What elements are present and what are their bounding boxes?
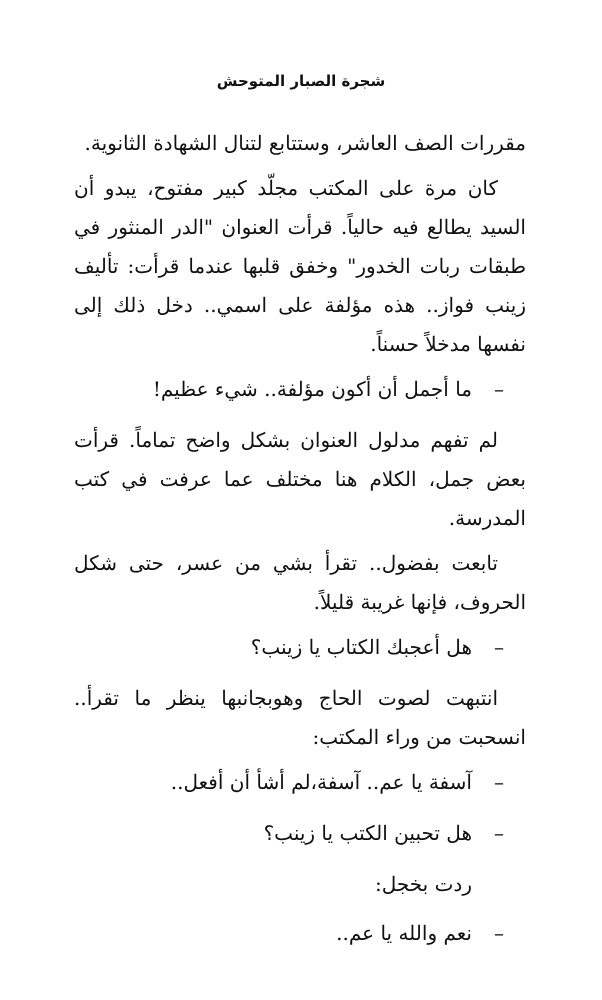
dialogue-text: نعم والله يا عم.. [336, 921, 472, 945]
dialogue-text: هل أعجبك الكتاب يا زينب؟ [250, 635, 472, 659]
dialogue-dash: – [494, 635, 504, 659]
dialogue-line-3 [74, 763, 526, 802]
dialogue-text: آسفة يا عم.. آسفة،لم أشأ أن أفعل.. [170, 770, 472, 794]
dialogue-dash: – [494, 821, 504, 845]
dialogue-text: ما أجمل أن أكون مؤلفة.. شيء عظيم! [152, 377, 472, 401]
paragraph-5: انتبهت لصوت الحاج وهوبجانبها ينظر ما تقرأ.. انسحبت من وراء المكتب: [74, 686, 526, 749]
paragraph-1: مقررات الصف العاشر، وستتابع لتنال الشهادة الثانوية. [84, 131, 526, 155]
dialogue-dash: – [494, 770, 504, 794]
body-text [74, 124, 526, 965]
dialogue-text: هل تحبين الكتب يا زينب؟ [263, 821, 472, 845]
dialogue-line-5 [74, 914, 526, 953]
dialogue-line-1 [74, 370, 526, 409]
dialogue-line-4 [74, 814, 526, 853]
paragraph-2: كان مرة على المكتب مجلّد كبير مفتوح، يبدو أن السيد يطالع فيه حالياً. قرأت العنوان "الدر المنثور في طبقات ربات الخدور" وخفق قلبها عندما قرأت: تأليف زينب فواز.. هذه مؤلفة على اسمي.. دخل ذلك إلى نفسها مدخلاً حسناً. [74, 176, 526, 356]
paragraph-4: تابعت بفضول.. تقرأ بشي من عسر، حتى شكل الحروف، فإنها غريبة قليلاً. [74, 551, 526, 614]
chapter-title: شجرة الصبار المتوحش [216, 72, 386, 90]
dialogue-line-2 [74, 628, 526, 667]
dialogue-dash: – [494, 921, 504, 945]
paragraph-3: لم تفهم مدلول العنوان بشكل واضح تماماً. قرأت بعض جمل، الكلام هنا مختلف عما عرفت في كتب المدرسة. [74, 428, 526, 530]
dialogue-dash: – [494, 377, 504, 401]
narration-line: ردت بخجل: [374, 872, 472, 896]
